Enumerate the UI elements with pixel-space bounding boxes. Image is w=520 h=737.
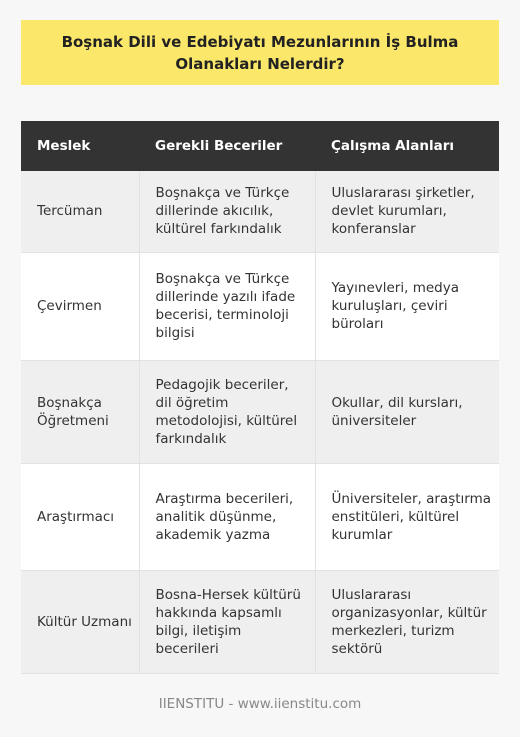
cell-meslek: Çevirmen — [21, 252, 139, 360]
footer-credit: IIENSTITU - www.iienstitu.com — [158, 696, 362, 712]
table-row — [21, 171, 499, 252]
page-title: Boşnak Dili ve Edebiyatı Mezunlarının İş Bulma Olanakları Nelerdir? — [61, 32, 459, 73]
table-header-row — [21, 121, 499, 171]
table-row — [21, 570, 499, 673]
table-row — [21, 360, 499, 463]
column-header-beceriler: Gerekli Beceriler — [139, 121, 315, 171]
cell-beceriler: Boşnakça ve Türkçe dillerinde akıcılık, kültürel farkındalık — [139, 171, 315, 252]
table-row — [21, 252, 499, 360]
cell-meslek: Kültür Uzmanı — [21, 570, 139, 673]
cell-meslek: Boşnakça Öğretmeni — [21, 360, 139, 463]
cell-beceriler: Bosna-Hersek kültürü hakkında kapsamlı bilgi, iletişim becerileri — [139, 570, 315, 673]
cell-beceriler: Boşnakça ve Türkçe dillerinde yazılı ifade becerisi, terminoloji bilgisi — [139, 252, 315, 360]
cell-alanlar: Üniversiteler, araştırma enstitüleri, kültürel kurumlar — [315, 463, 499, 570]
cell-alanlar: Yayınevleri, medya kuruluşları, çeviri büroları — [315, 252, 499, 360]
cell-meslek: Araştırmacı — [21, 463, 139, 570]
column-header-meslek: Meslek — [21, 121, 139, 171]
cell-beceriler: Araştırma becerileri, analitik düşünme, akademik yazma — [139, 463, 315, 570]
cell-beceriler: Pedagojik beceriler, dil öğretim metodolojisi, kültürel farkındalık — [139, 360, 315, 463]
careers-table — [21, 121, 499, 674]
column-header-alanlar: Çalışma Alanları — [315, 121, 499, 171]
cell-alanlar: Okullar, dil kursları, üniversiteler — [315, 360, 499, 463]
cell-alanlar: Uluslararası şirketler, devlet kurumları, konferanslar — [315, 171, 499, 252]
cell-meslek: Tercüman — [21, 171, 139, 252]
cell-alanlar: Uluslararası organizasyonlar, kültür merkezleri, turizm sektörü — [315, 570, 499, 673]
table-row — [21, 463, 499, 570]
title-banner — [21, 20, 499, 85]
